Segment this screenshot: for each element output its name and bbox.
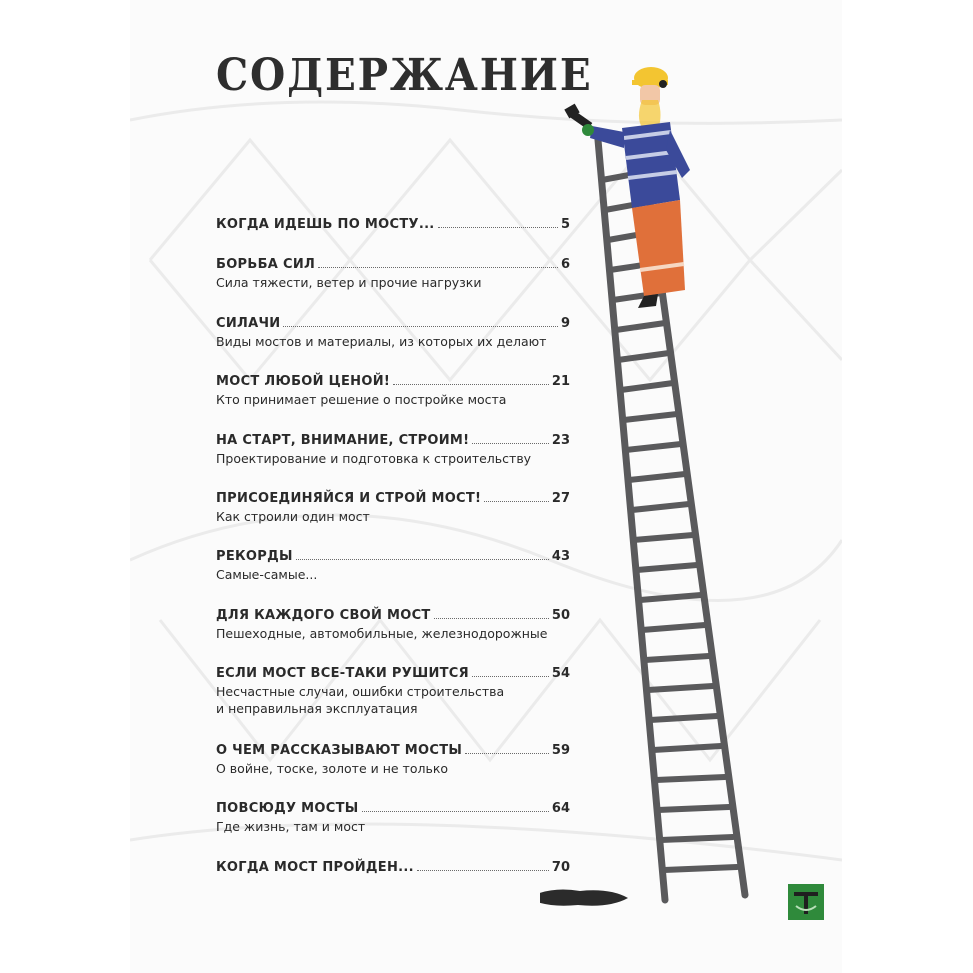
toc-entry-subtitle: Виды мостов и материалы, из которых их делают [216, 334, 547, 349]
toc-entry-subtitle: Несчастные случаи, ошибки строительства [216, 684, 505, 699]
toc-entry[interactable] [216, 546, 570, 583]
toc-entry-subtitle: О войне, тоске, золоте и не только [216, 761, 449, 776]
toc-page-number: 43 [551, 549, 570, 564]
toc-entry-subtitle: Где жизнь, там и мост [216, 819, 366, 834]
page-title: СОДЕРЖАНИЕ [216, 50, 593, 101]
toc-dot-leader [417, 869, 549, 871]
toc-entry-title: ПРИСОЕДИНЯЙСЯ И СТРОЙ МОСТ! [216, 491, 482, 506]
toc-entry[interactable] [216, 857, 570, 875]
toc-dot-leader [472, 442, 549, 444]
toc-dot-leader [465, 752, 549, 754]
toc-page-number: 59 [551, 743, 570, 758]
toc-entry-subtitle: Пешеходные, автомобильные, железнодорожные [216, 626, 548, 641]
toc-dot-leader [283, 325, 557, 327]
toc-dot-leader [393, 383, 549, 385]
toc-entry[interactable] [216, 740, 570, 777]
toc-entry-title: КОГДА МОСТ ПРОЙДЕН... [216, 860, 414, 875]
toc-page-number: 9 [560, 316, 570, 331]
toc-page-number: 50 [551, 608, 570, 623]
toc-page-number: 6 [560, 257, 570, 272]
toc-entry-title: СИЛАЧИ [216, 316, 281, 331]
toc-entry-subtitle: Сила тяжести, ветер и прочие нагрузки [216, 275, 482, 290]
toc-entry-subtitle: Проектирование и подготовка к строительству [216, 451, 532, 466]
toc-page-number: 5 [560, 217, 570, 232]
toc-entry[interactable] [216, 214, 570, 232]
toc-dot-leader [318, 266, 558, 268]
toc-dot-leader [434, 617, 549, 619]
toc-entry[interactable] [216, 371, 570, 408]
toc-page-number: 70 [551, 860, 570, 875]
toc-entry[interactable] [216, 313, 570, 350]
toc-entry-title: КОГДА ИДЕШЬ ПО МОСТУ... [216, 217, 435, 232]
toc-entry-title: НА СТАРТ, ВНИМАНИЕ, СТРОИМ! [216, 433, 470, 448]
publisher-logo-icon [788, 884, 824, 920]
toc-entry-title: ЕСЛИ МОСТ ВСЕ-ТАКИ РУШИТСЯ [216, 666, 469, 681]
toc-page-number: 54 [551, 666, 570, 681]
toc-entry-subtitle: Кто принимает решение о постройке моста [216, 392, 507, 407]
toc-entry[interactable] [216, 254, 570, 291]
toc-page-number: 23 [551, 433, 570, 448]
ladder-illustration [540, 60, 770, 920]
toc-entry-title: МОСТ ЛЮБОЙ ЦЕНОЙ! [216, 374, 391, 389]
painter-worker-illustration [564, 67, 690, 308]
toc-dot-leader [296, 558, 549, 560]
toc-entry-title: ПОВСЮДУ МОСТЫ [216, 801, 359, 816]
paint-puddle [540, 890, 628, 906]
toc-entry-title: РЕКОРДЫ [216, 549, 293, 564]
toc-entry-title: БОРЬБА СИЛ [216, 257, 316, 272]
toc-entry[interactable] [216, 798, 570, 835]
toc-entry-subtitle: Как строили один мост [216, 509, 370, 524]
toc-entry[interactable] [216, 488, 570, 525]
toc-entry-subtitle: Самые-самые... [216, 567, 318, 582]
toc-entry[interactable] [216, 430, 570, 467]
toc-entry[interactable] [216, 605, 570, 642]
toc-entry-title: ДЛЯ КАЖДОГО СВОЙ МОСТ [216, 608, 431, 623]
toc-entry-subtitle-line2: и неправильная эксплуатация [216, 701, 418, 716]
toc-entry[interactable] [216, 663, 570, 717]
toc-dot-leader [362, 810, 549, 812]
toc-entry-title: О ЧЕМ РАССКАЗЫВАЮТ МОСТЫ [216, 743, 463, 758]
toc-dot-leader [472, 675, 549, 677]
toc-page-number: 64 [551, 801, 570, 816]
toc-page-number: 27 [551, 491, 570, 506]
toc-page-number: 21 [551, 374, 570, 389]
